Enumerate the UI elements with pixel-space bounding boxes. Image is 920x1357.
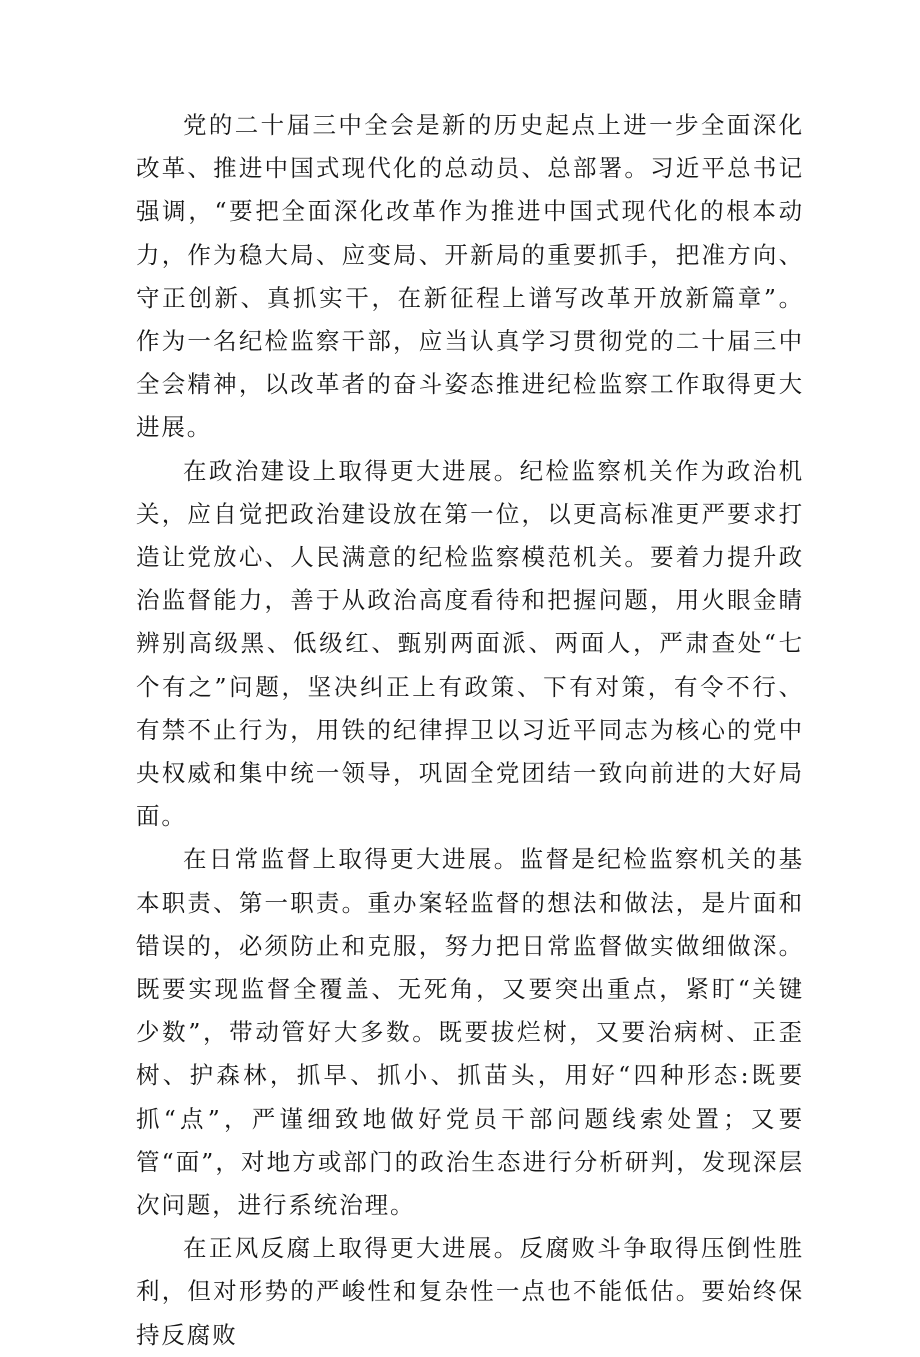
paragraph-political-construction: 在政治建设上取得更大进展。纪检监察机关作为政治机关，应自觉把政治建设放在第一位，以更高标准更严要求打造让党放心、人民满意的纪检监察模范机关。要着力提升政治监督能力，善于从政治高度看待和把握问题，用火眼金睛辨别高级黑、低级红、甄别两面派、两面人，严肃查处“七个有之”问题，坚决纠正上有政策、下有对策，有令不行、有禁不止行为，用铁的纪律捍卫以习近平同志为核心的党中央权威和集中统一领导，巩固全党团结一致向前进的大好局面。 — [136, 456, 804, 831]
paragraph-daily-supervision: 在日常监督上取得更大进展。监督是纪检监察机关的基本职责、第一职责。重办案轻监督的想法和做法，是片面和错误的，必须防止和克服，努力把日常监督做实做细做深。既要实现监督全覆盖、无死角，又要突出重点，紧盯“关键少数”，带动管好大多数。既要拔烂树，又要治病树、正歪树、护森林，抓早、抓小、抓苗头，用好“四种形态:既要抓“点”，严谨细致地做好党员干部问题线索处置；又要管“面”，对地方或部门的政治生态进行分析研判，发现深层次问题，进行系统治理。 — [136, 845, 804, 1220]
paragraph-intro: 党的二十届三中全会是新的历史起点上进一步全面深化改革、推进中国式现代化的总动员、总部署。习近平总书记强调，“要把全面深化改革作为推进中国式现代化的根本动力，作为稳大局、应变局、开新局的重要抓手，把准方向、守正创新、真抓实干，在新征程上谱写改革开放新篇章”。作为一名纪检监察干部，应当认真学习贯彻党的二十届三中全会精神，以改革者的奋斗姿态推进纪检监察工作取得更大进展。 — [136, 111, 804, 442]
document-body — [136, 104, 804, 1357]
paragraph-anti-corruption: 在正风反腐上取得更大进展。反腐败斗争取得压倒性胜利，但对形势的严峻性和复杂性一点也不能低估。要始终保持反腐败 — [136, 1234, 804, 1349]
